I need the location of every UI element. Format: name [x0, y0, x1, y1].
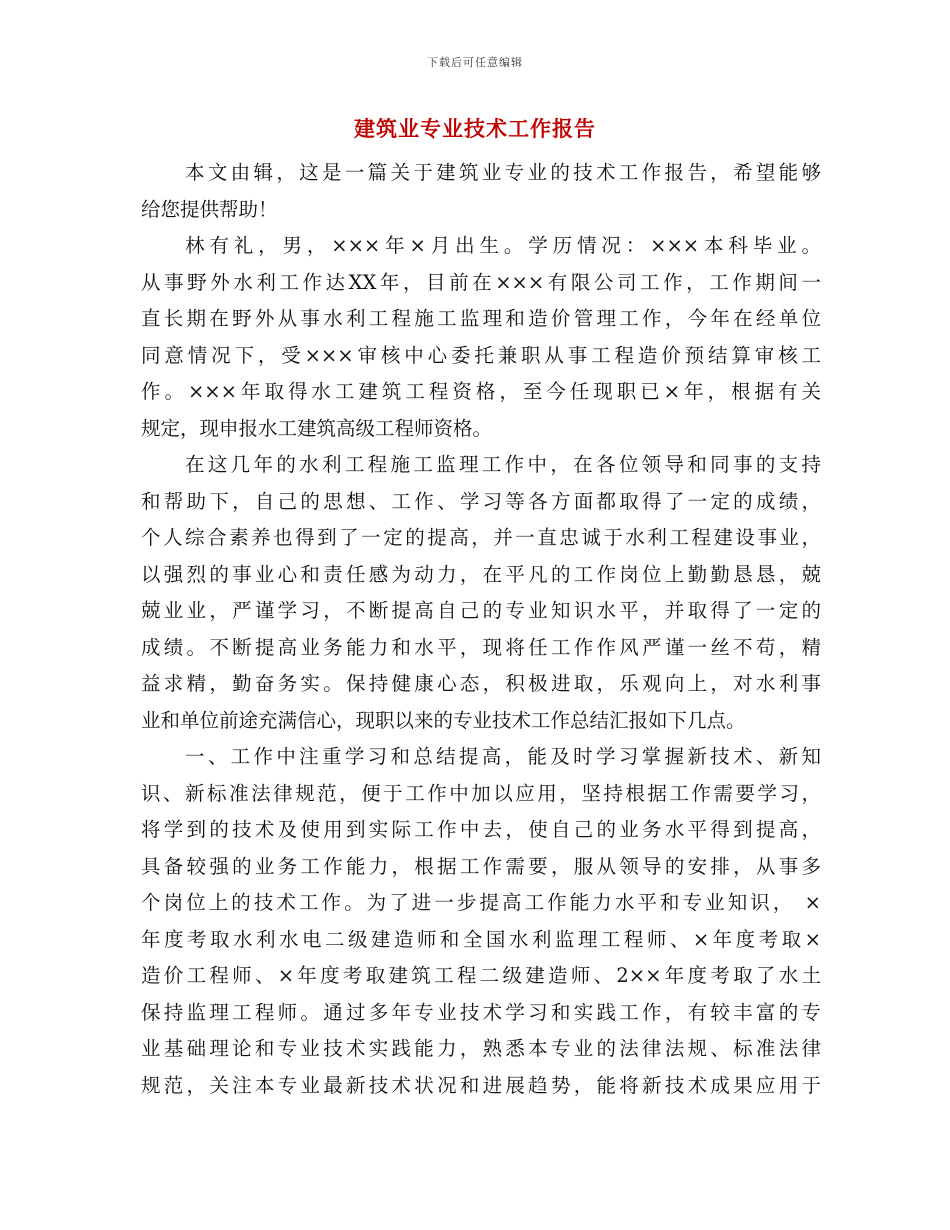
paragraph-line: 规定，现申报水工建筑高级工程师资格。 [141, 416, 493, 440]
paragraph-line: 一、工作中注重学习和总结提高，能及时学习掌握新技术、新知 [185, 745, 821, 768]
paragraph-line: 作。×××年取得水工建筑工程资格，至今任现职已×年，根据有关 [141, 380, 821, 403]
paragraph-line: 年度考取水利水电二级建造师和全国水利监理工程师、×年度考取× [141, 927, 821, 951]
paragraph-line: 具备较强的业务工作能力，根据工作需要，服从领导的安排，从事多 [141, 854, 821, 878]
paragraph-line: 本文由辑，这是一篇关于建筑业专业的技术工作报告，希望能够 [185, 161, 821, 184]
paragraph-line: 益求精，勤奋务实。保持健康心态，积极进取，乐观向上，对水利事 [141, 672, 821, 695]
document-body [141, 155, 821, 1104]
paragraph-line: 业基础理论和专业技术实践能力，熟悉本专业的法律法规、标准法律 [141, 1037, 821, 1060]
paragraph-line: 给您提供帮助！ [141, 197, 278, 221]
paragraph-line: 同意情况下，受×××审核中心委托兼职从事工程造价预结算审核工 [141, 343, 821, 367]
paragraph-line: 个岗位上的技术工作。为了进一步提高工作能力水平和专业知识， × [141, 891, 821, 914]
paragraph-line: 将学到的技术及使用到实际工作中去，使自己的业务水平得到提高， [141, 818, 821, 841]
paragraph-line: 个人综合素养也得到了一定的提高，并一直忠诚于水利工程建设事业， [141, 526, 821, 549]
paragraph-line: 保持监理工程师。通过多年专业技术学习和实践工作，有较丰富的专 [141, 1000, 821, 1024]
paragraph-line: 业和单位前途充满信心，现职以来的专业技术工作总结汇报如下几点。 [141, 708, 746, 732]
paragraph-line: 识、新标准法律规范，便于工作中加以应用，坚持根据工作需要学习， [141, 781, 821, 805]
document-title: 建筑业专业技术工作报告 [354, 117, 596, 141]
paragraph-line: 以强烈的事业心和责任感为动力，在平凡的工作岗位上勤勤恳恳，兢 [141, 562, 821, 586]
paragraph-line: 林有礼，男，×××年×月出生。学历情况：×××本科毕业。 [185, 234, 821, 257]
paragraph-line: 直长期在野外从事水利工程施工监理和造价管理工作，今年在经单位 [141, 307, 821, 330]
paragraph-line: 造价工程师、×年度考取建筑工程二级建造师、2××年度考取了水土 [141, 964, 821, 987]
paragraph-line: 从事野外水利工作达XX年，目前在×××有限公司工作，工作期间一 [141, 270, 821, 294]
paragraph-line: 成绩。不断提高业务能力和水平，现将任工作作风严谨一丝不苟，精 [141, 635, 821, 659]
header-note: 下载后可任意编辑 [427, 56, 523, 69]
paragraph-line: 兢业业，严谨学习，不断提高自己的专业知识水平，并取得了一定的 [141, 599, 821, 622]
paragraph-line: 规范，关注本专业最新技术状况和进展趋势，能将新技术成果应用于 [141, 1073, 821, 1097]
paragraph-line: 和帮助下，自己的思想、工作、学习等各方面都取得了一定的成绩， [141, 489, 821, 513]
paragraph-line: 在这几年的水利工程施工监理工作中，在各位领导和同事的支持 [185, 453, 821, 476]
